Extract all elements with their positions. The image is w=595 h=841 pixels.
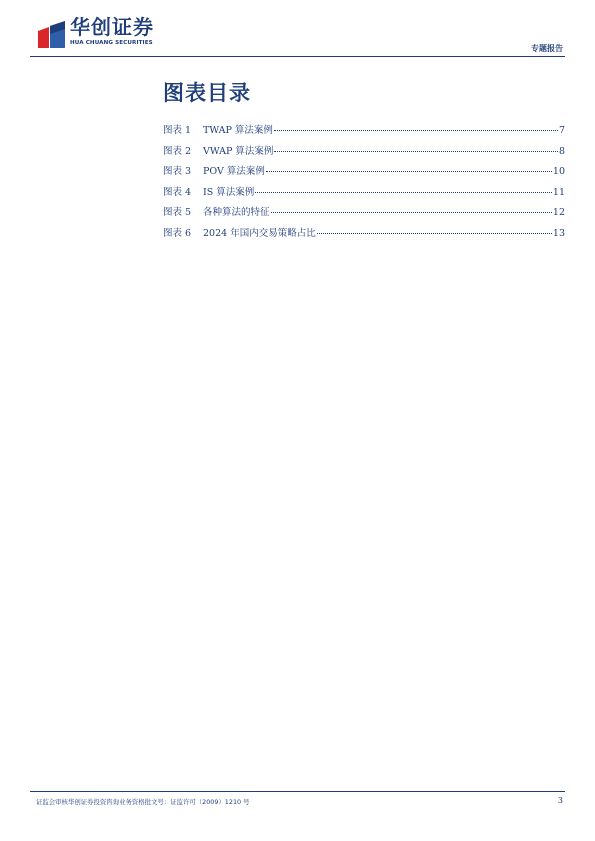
toc-entry-title: 各种算法的特征 bbox=[203, 207, 270, 218]
toc-entry-label: 图表 2 bbox=[163, 145, 192, 157]
toc-leader-dots bbox=[271, 212, 552, 213]
toc-entry[interactable] bbox=[163, 184, 565, 205]
toc-leader-dots bbox=[266, 171, 552, 172]
toc-entry-label: 图表 3 bbox=[163, 166, 192, 177]
brand-name-en: HUA CHUANG SECURITIES bbox=[70, 40, 153, 46]
toc-entry-label: 图表 1 bbox=[163, 125, 192, 136]
toc-entry[interactable] bbox=[163, 204, 565, 225]
toc-entry-page: 8 bbox=[558, 145, 565, 157]
report-type-label: 专题报告 bbox=[531, 44, 563, 53]
footer-divider bbox=[30, 791, 565, 792]
toc-list bbox=[163, 122, 565, 245]
toc-title: 图表目录 bbox=[163, 81, 251, 105]
toc-entry-page: 11 bbox=[552, 186, 565, 198]
toc-entry[interactable] bbox=[163, 143, 565, 164]
footer-license-text: 证监会审核华创证券投资咨询业务资格批文号：证监许可（2009）1210 号 bbox=[36, 798, 250, 806]
toc-entry-page: 12 bbox=[552, 207, 565, 218]
page-header bbox=[0, 0, 595, 60]
brand-name-cn: 华创证券 bbox=[70, 15, 154, 39]
brand-logo-mark bbox=[36, 19, 66, 49]
toc-entry-title: 2024 年国内交易策略占比 bbox=[203, 227, 316, 239]
toc-leader-dots bbox=[255, 192, 552, 193]
toc-leader-dots bbox=[274, 130, 558, 131]
toc-entry-title: TWAP 算法案例 bbox=[203, 125, 273, 136]
toc-entry-label: 图表 4 bbox=[163, 186, 192, 198]
toc-entry[interactable] bbox=[163, 225, 565, 246]
toc-entry[interactable] bbox=[163, 163, 565, 184]
toc-leader-dots bbox=[317, 233, 552, 234]
header-divider bbox=[30, 56, 565, 57]
toc-entry-title: IS 算法案例 bbox=[203, 186, 255, 198]
toc-entry-page: 7 bbox=[558, 125, 565, 136]
toc-entry-page: 13 bbox=[552, 227, 565, 239]
toc-entry-title: VWAP 算法案例 bbox=[203, 145, 274, 157]
toc-entry-page: 10 bbox=[552, 166, 565, 177]
toc-entry-label: 图表 6 bbox=[163, 227, 192, 239]
toc-entry-title: POV 算法案例 bbox=[203, 166, 265, 177]
toc-leader-dots bbox=[274, 151, 558, 152]
toc-entry[interactable] bbox=[163, 122, 565, 143]
toc-entry-label: 图表 5 bbox=[163, 207, 192, 218]
page-number: 3 bbox=[557, 796, 563, 805]
